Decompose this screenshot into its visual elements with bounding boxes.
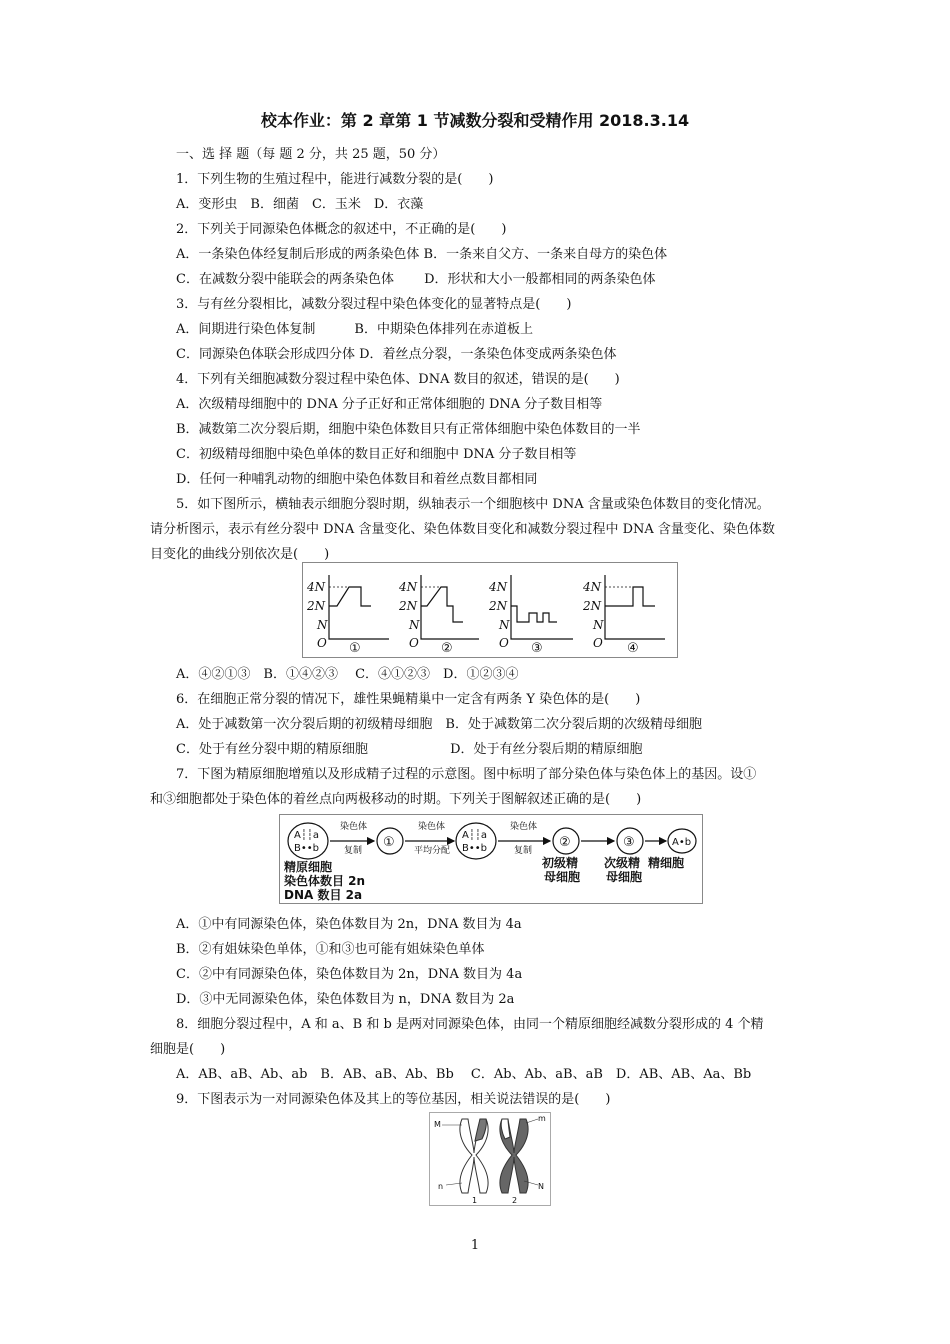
g1-ylabel-n: N bbox=[317, 618, 328, 632]
page-title: 校本作业：第 2 章第 1 节减数分裂和受精作用 2018.3.14 bbox=[260, 111, 690, 130]
q4-option-a: A．次级精母细胞中的 DNA 分子正好和正常体细胞的 DNA 分子数目相等 bbox=[176, 397, 603, 412]
g4-ylabel-n: N bbox=[593, 618, 604, 632]
g4-origin: O bbox=[593, 636, 603, 650]
q8-options: A．AB、aB、Ab、ab B．AB、aB、Ab、Bb C．Ab、Ab、aB、aB D．AB、AB、Aa、Bb bbox=[176, 1067, 752, 1082]
q5-stem-line3: 目变化的曲线分别依次是( ) bbox=[150, 547, 330, 562]
q8-stem-line1: 8．细胞分裂过程中，A 和 a、B 和 b 是两对同源染色体，由同一个精原细胞经减数分裂形成的 4 个精 bbox=[176, 1017, 764, 1032]
q2-options-cd: C．在减数分裂中能联会的两条染色体 D．形状和大小一般都相同的两条染色体 bbox=[176, 272, 656, 287]
q3-options-cd: C．同源染色体联会形成四分体 D．着丝点分裂，一条染色体变成两条染色体 bbox=[176, 347, 617, 362]
g4-axes bbox=[605, 575, 665, 639]
g3-ylabel-n: N bbox=[499, 618, 510, 632]
cell-2-label: ② bbox=[559, 835, 571, 850]
q7-process-figure bbox=[279, 814, 703, 904]
q7-process-svg bbox=[280, 815, 702, 903]
spermatogonium-label: 精原细胞 bbox=[284, 860, 333, 874]
section-heading: 一、选 择 题（每 题 2 分，共 25 题，50 分） bbox=[176, 147, 446, 162]
gene-n-label: n bbox=[438, 1182, 444, 1191]
q1-options: A．变形虫 B．细菌 C．玉米 D．衣藻 bbox=[176, 197, 424, 212]
dna-count-label: DNA 数目 2a bbox=[284, 888, 363, 902]
g3-origin: O bbox=[499, 636, 509, 650]
primary-spermatocyte-label-1: 初级精 bbox=[542, 856, 579, 870]
g1-axes bbox=[329, 575, 389, 639]
g1-ylabel-4n: 4N bbox=[307, 580, 326, 594]
q4-option-d: D．任何一种哺乳动物的细胞中染色体数目和着丝点数目都相同 bbox=[176, 472, 538, 487]
g1-origin: O bbox=[317, 636, 327, 650]
cell-genes-bottom: B••b bbox=[294, 843, 320, 854]
arrow2-label-top: 染色体 bbox=[418, 822, 446, 832]
q2-options-ab: A．一条染色体经复制后形成的两条染色体 B．一条来自父方、一条来自母方的染色体 bbox=[176, 247, 668, 262]
arrow1-label-bottom: 复制 bbox=[344, 846, 363, 856]
q4-option-b: B．减数第二次分裂后期，细胞中染色体数目只有正常体细胞中染色体数目的一半 bbox=[176, 422, 641, 437]
g3-axes bbox=[511, 575, 573, 639]
q5-graphs-svg bbox=[303, 563, 677, 657]
chromosome-count-label: 染色体数目 2n bbox=[284, 874, 366, 888]
q9-stem: 9．下图表示为一对同源染色体及其上的等位基因，相关说法错误的是( ) bbox=[176, 1092, 611, 1107]
g4-curve bbox=[605, 587, 655, 606]
g4-label: ④ bbox=[627, 641, 639, 656]
arrow3-label-top: 染色体 bbox=[510, 822, 538, 832]
g2-ylabel-4n: 4N bbox=[399, 580, 418, 594]
g2-curve bbox=[421, 587, 463, 622]
primary-spermatocyte-label-2: 母细胞 bbox=[544, 870, 581, 884]
cell-1-label: ① bbox=[383, 835, 395, 850]
g1-label: ① bbox=[349, 641, 361, 656]
q4-stem: 4．下列有关细胞减数分裂过程中染色体、DNA 数目的叙述，错误的是( ) bbox=[176, 372, 620, 387]
gene-m-label: m bbox=[538, 1114, 546, 1123]
g1-curve bbox=[329, 587, 371, 606]
g4-ylabel-2n: 2N bbox=[583, 599, 602, 613]
g3-label: ③ bbox=[531, 641, 543, 656]
sperm-cell-label: 精细胞 bbox=[648, 856, 685, 870]
q7-stem-line1: 7．下图为精原细胞增殖以及形成精子过程的示意图。图中标明了部分染色体与染色体上的基因。设① bbox=[176, 767, 757, 782]
q5-options: A．④②①③ B．①④②③ C．④①②③ D．①②③④ bbox=[176, 667, 519, 682]
g3-ylabel-2n: 2N bbox=[489, 599, 508, 613]
cell2-genes-top: A┆┆a bbox=[462, 830, 488, 841]
arrow1-label-top: 染色体 bbox=[340, 822, 368, 832]
g2-ylabel-n: N bbox=[409, 618, 420, 632]
q7-option-c: C．②中有同源染色体，染色体数目为 2n，DNA 数目为 4a bbox=[176, 967, 523, 982]
q7-stem-line2: 和③细胞都处于染色体的着丝点向两极移动的时期。下列关于图解叙述正确的是( ) bbox=[150, 792, 642, 807]
q1-stem: 1．下列生物的生殖过程中，能进行减数分裂的是( ) bbox=[176, 172, 494, 187]
secondary-spermatocyte-label-2: 母细胞 bbox=[606, 870, 643, 884]
g4-ylabel-4n: 4N bbox=[583, 580, 602, 594]
g1-ylabel-2n: 2N bbox=[307, 599, 326, 613]
page-number: 1 bbox=[470, 1238, 480, 1253]
g2-axes bbox=[421, 575, 479, 639]
sperm-genes: A•b bbox=[672, 837, 692, 848]
q3-stem: 3．与有丝分裂相比，减数分裂过程中染色体变化的显著特点是( ) bbox=[176, 297, 572, 312]
q5-stem-line2: 请分析图示，表示有丝分裂中 DNA 含量变化、染色体数目变化和减数分裂过程中 DNA 含量变化、染色体数 bbox=[150, 522, 775, 537]
gene-M-label: M bbox=[434, 1120, 441, 1129]
g3-ylabel-4n: 4N bbox=[489, 580, 508, 594]
gene-N-label: N bbox=[538, 1182, 544, 1191]
q9-chromosome-svg bbox=[430, 1113, 550, 1205]
secondary-spermatocyte-label-1: 次级精 bbox=[604, 856, 641, 870]
chromosome-1-label: 1 bbox=[472, 1196, 478, 1205]
cell2-genes-bottom: B••b bbox=[462, 843, 488, 854]
q5-graphs-figure bbox=[302, 562, 678, 658]
cell-3-label: ③ bbox=[623, 835, 635, 850]
arrow2-label-bottom: 平均分配 bbox=[414, 846, 451, 856]
cell-genes-top: A┆┆a bbox=[294, 830, 320, 841]
q2-stem: 2．下列关于同源染色体概念的叙述中，不正确的是( ) bbox=[176, 222, 507, 237]
q8-stem-line2: 细胞是( ) bbox=[150, 1042, 226, 1057]
arrow3-label-bottom: 复制 bbox=[514, 846, 533, 856]
q7-option-d: D．③中无同源染色体，染色体数目为 n，DNA 数目为 2a bbox=[176, 992, 515, 1007]
q6-stem: 6．在细胞正常分裂的情况下，雄性果蝇精巢中一定含有两条 Y 染色体的是( ) bbox=[176, 692, 641, 707]
g2-origin: O bbox=[409, 636, 419, 650]
chromosome-2-label: 2 bbox=[512, 1196, 518, 1205]
q9-chromosome-figure bbox=[429, 1112, 551, 1206]
q6-options-ab: A．处于减数第一次分裂后期的初级精母细胞 B．处于减数第二次分裂后期的次级精母细胞 bbox=[176, 717, 702, 732]
g2-label: ② bbox=[441, 641, 453, 656]
q7-option-b: B．②有姐妹染色单体，①和③也可能有姐妹染色单体 bbox=[176, 942, 485, 957]
q7-option-a: A．①中有同源染色体，染色体数目为 2n，DNA 数目为 4a bbox=[176, 917, 522, 932]
q5-stem-line1: 5．如下图所示，横轴表示细胞分裂时期，纵轴表示一个细胞核中 DNA 含量或染色体数目的变化情况。 bbox=[176, 497, 770, 512]
q3-options-ab: A．间期进行染色体复制 B．中期染色体排列在赤道板上 bbox=[176, 322, 533, 337]
q4-option-c: C．初级精母细胞中染色单体的数目正好和细胞中 DNA 分子数目相等 bbox=[176, 447, 577, 462]
g3-curve bbox=[511, 606, 557, 622]
g2-ylabel-2n: 2N bbox=[399, 599, 418, 613]
q6-options-cd: C．处于有丝分裂中期的精原细胞 D．处于有丝分裂后期的精原细胞 bbox=[176, 742, 643, 757]
